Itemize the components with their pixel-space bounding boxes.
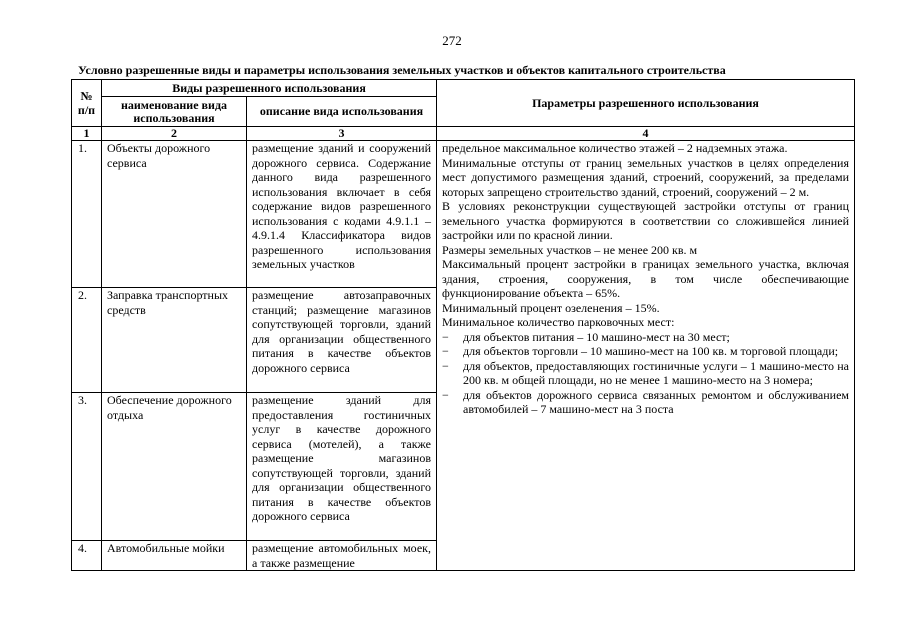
header-params: Параметры разрешенного использования	[437, 80, 855, 127]
row-number: 4.	[72, 541, 102, 571]
param-paragraph: Минимальный процент озеленения – 15%.	[442, 300, 660, 315]
kind-name: Обеспечение дорожного отдыха	[102, 393, 247, 541]
kind-description: размещение автомобильных моек, а также размещение	[247, 541, 437, 571]
parking-list	[442, 330, 849, 417]
kind-description: размещение автозаправочных станций; размещение магазинов сопутствующей торговли, зданий для организации общественного питания в качестве объектов дорожного сервиса	[247, 288, 437, 393]
parameters-cell	[437, 141, 855, 571]
column-number: 2	[102, 127, 247, 141]
list-item: − для объектов торговли – 10 машино-мест на 100 кв. м торговой площади;	[442, 344, 849, 359]
kind-description: размещение зданий для предоставления гостиничных услуг в качестве дорожного сервиса (мотелей), а также размещение магазинов сопутствующей торговли, зданий для организации общественного питания в качестве объектов дорожного сервиса	[247, 393, 437, 541]
header-num: № п/п	[72, 80, 102, 127]
param-paragraph: Размеры земельных участков – не менее 200 кв. м	[442, 242, 698, 257]
param-paragraph: предельное максимальное количество этажей – 2 надземных этажа.	[442, 141, 788, 155]
column-number: 1	[72, 127, 102, 141]
kind-name: Объекты дорожного сервиса	[102, 141, 247, 288]
header-kind-name: наименование вида использования	[102, 97, 247, 127]
column-number: 4	[437, 127, 855, 141]
param-paragraph: Максимальный процент застройки в границах земельного участка, включая здания, строения, сооружения, в том числе обеспечивающие функционирование объекта – 65%.	[442, 257, 849, 300]
param-paragraph: Минимальное количество парковочных мест:	[442, 315, 675, 329]
param-paragraph: Минимальные отступы от границ земельных участков в целях определения мест допустимого размещения зданий, строений, сооружений, за пределами которых запрещено строительство зданий, строений, сооружений – 2 м.	[442, 155, 849, 199]
column-number: 3	[247, 127, 437, 141]
table-row	[72, 141, 855, 288]
row-number: 3.	[72, 393, 102, 541]
kind-description: размещение зданий и сооружений дорожного сервиса. Содержание данного вида разрешенного использования включает в себя содержание видов разрешенного использования с кодами 4.9.1.1 – 4.9.1.4 Классификатора видов разрешенного использования земельных участков	[247, 141, 437, 288]
list-item: − для объектов питания – 10 машино-мест на 30 мест;	[442, 330, 849, 345]
kind-name: Автомобильные мойки	[102, 541, 247, 571]
kind-name: Заправка транспортных средств	[102, 288, 247, 393]
row-number: 1.	[72, 141, 102, 288]
document-title: Условно разрешенные виды и параметры использования земельных участков и объектов капитального строительства	[78, 63, 726, 77]
column-numbers-row	[72, 127, 855, 141]
row-number: 2.	[72, 288, 102, 393]
land-use-table	[71, 79, 855, 571]
header-kinds-group: Виды разрешенного использования	[102, 80, 437, 97]
list-item: − для объектов, предоставляющих гостиничные услуги – 1 машино-место на 200 кв. м общей площади, но не менее 1 машино-место на 3 номера;	[442, 359, 849, 388]
param-paragraph: В условиях реконструкции существующей застройки отступы от границ земельного участка формируются в соответствии со сложившейся линией застройки или по красной линии.	[442, 199, 849, 242]
header-kind-desc: описание вида использования	[247, 97, 437, 127]
page-number: 272	[442, 33, 462, 48]
list-item: − для объектов дорожного сервиса связанных ремонтом и обслуживанием автомобилей – 7 машино-мест на 3 поста	[442, 388, 849, 417]
